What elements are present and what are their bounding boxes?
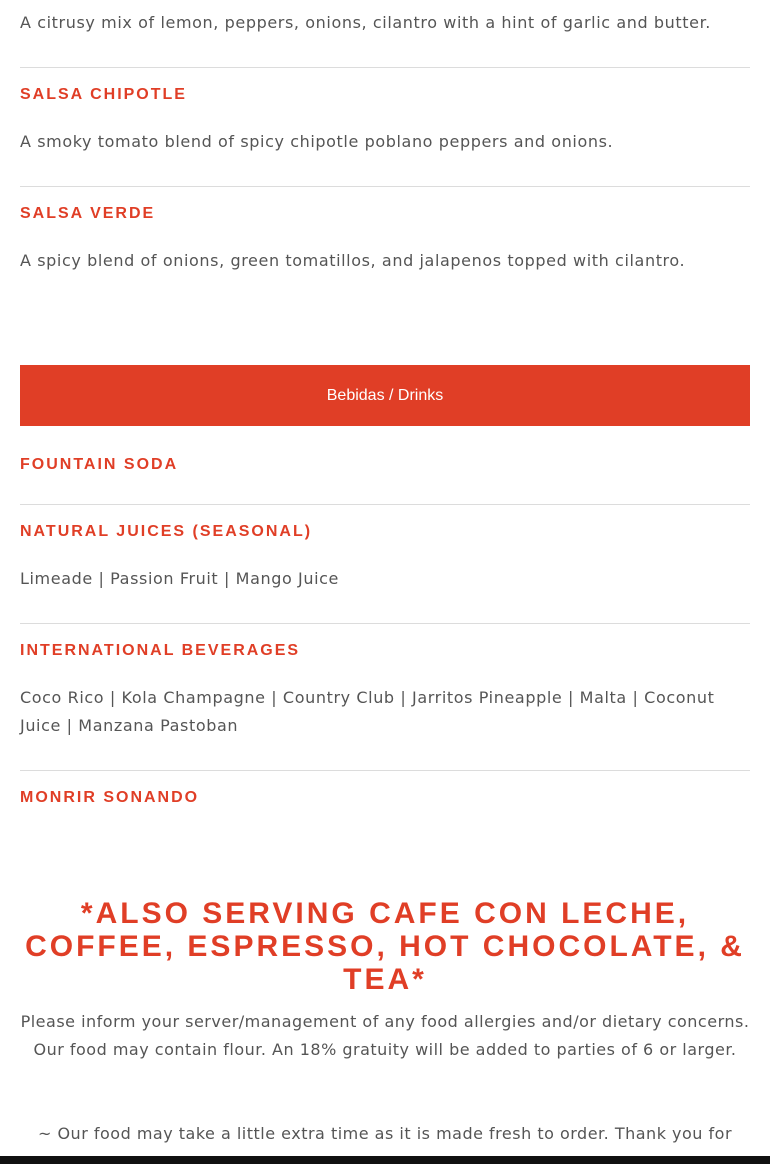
menu-item-title: SALSA VERDE xyxy=(20,205,156,222)
menu-item-title: NATURAL JUICES (SEASONAL) xyxy=(20,523,313,540)
menu-item-description: A citrusy mix of lemon, peppers, onions, cilantro with a hint of garlic and butter. xyxy=(20,13,711,32)
menu-item-title: SALSA CHIPOTLE xyxy=(20,86,187,103)
menu-item-title: MONRIR SONANDO xyxy=(20,789,200,806)
fresh-order-footnote: ~ Our food may take a little extra time as it is made fresh to order. Thank you for xyxy=(37,1124,733,1143)
menu-item-title: FOUNTAIN SODA xyxy=(20,456,179,473)
section-banner-drinks xyxy=(20,365,750,426)
section-banner-label: Bebidas / Drinks xyxy=(326,386,444,404)
bottom-bar xyxy=(0,1156,770,1164)
divider xyxy=(20,186,750,187)
menu-item-description: A smoky tomato blend of spicy chipotle poblano peppers and onions. xyxy=(20,132,614,151)
also-serving-headline: *ALSO SERVING CAFE CON LECHE, COFFEE, ESPRESSO, HOT CHOCOLATE, & TEA* xyxy=(25,897,745,996)
divider xyxy=(20,67,750,68)
divider xyxy=(20,770,750,771)
divider xyxy=(20,623,750,624)
menu-item-title: INTERNATIONAL BEVERAGES xyxy=(20,642,301,659)
menu-item-description: A spicy blend of onions, green tomatillos, and jalapenos topped with cilantro. xyxy=(20,251,686,270)
menu-item-description: Coco Rico | Kola Champagne | Country Club | Jarritos Pineapple | Malta | Coconut Juice | Manzana Pastoban xyxy=(20,688,715,735)
allergy-notice: Please inform your server/management of any food allergies and/or dietary concerns. Our food may contain flour. An 18% gratuity will be added to parties of 6 or larger. xyxy=(20,1012,750,1059)
menu-item-description: Limeade | Passion Fruit | Mango Juice xyxy=(20,569,339,588)
divider xyxy=(20,504,750,505)
